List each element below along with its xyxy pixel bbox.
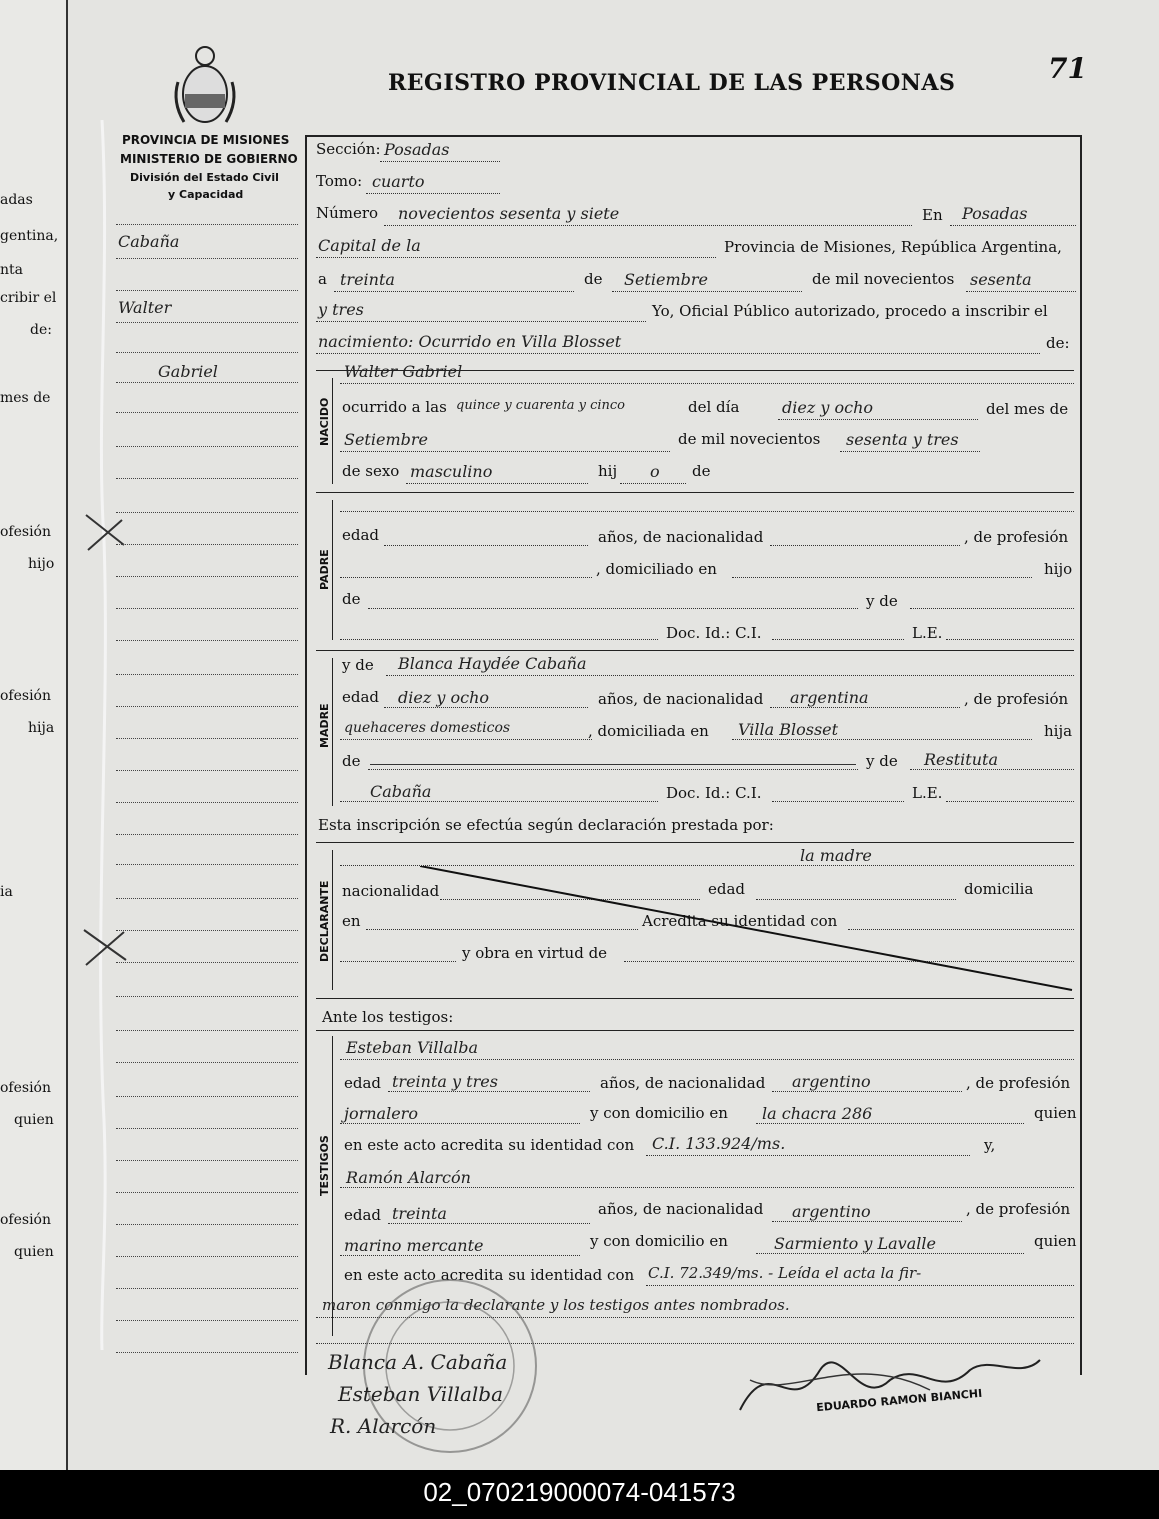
left-fragment: ofesión xyxy=(0,524,52,540)
ministry-label: MINISTERIO DE GOBIERNO xyxy=(120,152,298,166)
t1-prof-label: , de profesión xyxy=(966,1074,1071,1092)
madre-apellido: Cabaña xyxy=(370,782,432,801)
margin-line xyxy=(116,478,298,479)
left-fragment: de: xyxy=(30,322,52,338)
margin-line xyxy=(116,412,298,413)
padre-edad-label: edad xyxy=(342,526,380,544)
madre-de-label: de xyxy=(342,752,361,770)
margin-line xyxy=(116,1128,298,1129)
t2-domicilio: Sarmiento y Lavalle xyxy=(774,1234,936,1253)
seccion-label: Sección: xyxy=(316,140,381,158)
margin-name-1: Walter xyxy=(118,298,172,317)
madre-y-de-label: y de xyxy=(342,656,374,674)
padre-prof-label: , de profesión xyxy=(964,528,1069,546)
column-divider xyxy=(305,135,307,1375)
left-fragment: cribir el xyxy=(0,290,57,306)
t1-dom-label: y con domicilio en xyxy=(590,1104,728,1122)
madre-le-label: L.E. xyxy=(912,784,943,802)
margin-line xyxy=(116,898,298,899)
margin-line xyxy=(116,864,298,865)
margin-line xyxy=(116,576,298,577)
top-border xyxy=(305,135,1080,137)
decl-edad-label: edad xyxy=(708,880,746,898)
madre-nac-label: años, de nacionalidad xyxy=(598,690,764,708)
de-colon-label: de: xyxy=(1046,334,1070,352)
padre-y-de-label: y de xyxy=(866,592,898,610)
left-fragment: ia xyxy=(0,884,13,900)
t1-nac-label: años, de nacionalidad xyxy=(600,1074,766,1092)
signature-madre: Blanca A. Cabaña xyxy=(328,1350,508,1374)
margin-line xyxy=(116,446,298,447)
nacido-anio-label: de mil novecientos xyxy=(678,430,821,448)
t1-nombre: Esteban Villalba xyxy=(346,1038,479,1057)
margin-surname: Cabaña xyxy=(118,232,180,251)
madre-y-de-label-2: y de xyxy=(866,752,898,770)
margin-line xyxy=(116,512,298,513)
padre-hijo-label: hijo xyxy=(1044,560,1073,578)
decl-nac-label: nacionalidad xyxy=(342,882,440,900)
nacido-anio: sesenta y tres xyxy=(846,430,959,449)
anio-value-1: sesenta xyxy=(970,270,1032,289)
t2-quien-label: quien xyxy=(1034,1232,1077,1250)
left-fragment: mes de xyxy=(0,390,51,406)
testigos-section-label: TESTIGOS xyxy=(318,1135,331,1196)
margin-line xyxy=(116,290,298,291)
cancel-strike-line xyxy=(420,866,1076,992)
dia-value: treinta xyxy=(340,270,395,289)
margin-line xyxy=(116,834,298,835)
t1-domicilio: la chacra 286 xyxy=(762,1104,873,1123)
ocurrido-label: ocurrido a las xyxy=(342,398,447,416)
provincia-text: Provincia de Misiones, República Argentina, xyxy=(724,238,1062,256)
margin-line xyxy=(116,738,298,739)
t2-doc: C.I. 72.349/ms. - Leída el acta la fir- xyxy=(648,1264,922,1282)
page-title: REGISTRO PROVINCIAL DE LAS PERSONAS xyxy=(388,70,956,96)
margin-line xyxy=(116,1192,298,1193)
en-label: En xyxy=(922,206,943,224)
t1-acredita-label: en este acto acredita su identidad con xyxy=(344,1136,635,1154)
t1-y-label: y, xyxy=(984,1136,996,1154)
decl-dom-label: domicilia xyxy=(964,880,1034,898)
t1-nacionalidad: argentino xyxy=(792,1072,871,1091)
nacido-de-label: de xyxy=(692,462,711,480)
margin-line xyxy=(116,608,298,609)
madre-nacionalidad: argentina xyxy=(790,688,869,707)
madre-prof-label: , de profesión xyxy=(964,690,1069,708)
margin-line xyxy=(116,1030,298,1031)
province-label: PROVINCIA DE MISIONES xyxy=(122,133,290,147)
testigos-intro: Ante los testigos: xyxy=(322,1008,454,1026)
margin-line xyxy=(116,1062,298,1063)
margin-line xyxy=(116,544,298,545)
t2-edad: treinta xyxy=(392,1204,447,1223)
left-fragment: ofesión xyxy=(0,688,52,704)
t1-edad-label: edad xyxy=(344,1074,382,1092)
margin-line xyxy=(116,706,298,707)
del-mes-label: del mes de xyxy=(986,400,1069,418)
padre-le-label: L.E. xyxy=(912,624,943,642)
numero-value: novecientos sesenta y siete xyxy=(398,204,620,223)
oficial-text: Yo, Oficial Público autorizado, procedo a inscribir el xyxy=(652,302,1048,320)
padre-dom-label: , domiciliado en xyxy=(596,560,717,578)
de-label: de xyxy=(584,270,603,288)
margin-line xyxy=(116,1288,298,1289)
anio-label: de mil novecientos xyxy=(812,270,955,288)
margin-line xyxy=(116,322,298,323)
tomo-label: Tomo: xyxy=(316,172,363,190)
nacido-sexo: masculino xyxy=(410,462,493,481)
margin-line xyxy=(116,996,298,997)
t2-prof-label: , de profesión xyxy=(966,1200,1071,1218)
margin-line xyxy=(116,352,298,353)
official-stamp: EDUARDO RAMON BIANCHI xyxy=(815,1386,983,1415)
margin-line xyxy=(116,1256,298,1257)
margin-line xyxy=(116,1320,298,1321)
division-label: División del Estado Civil xyxy=(130,171,279,184)
capital-text: Capital de la xyxy=(318,236,421,255)
signature-testigo-2: R. Alarcón xyxy=(330,1414,437,1438)
decl-en-label: en xyxy=(342,912,361,930)
t2-nombre: Ramón Alarcón xyxy=(346,1168,471,1187)
tomo-value: cuarto xyxy=(372,172,425,191)
right-border xyxy=(1080,135,1082,1375)
t2-profesion: marino mercante xyxy=(344,1236,484,1255)
hij-suffix: o xyxy=(650,462,660,481)
madre-profesion: quehaceres domesticos xyxy=(344,720,511,736)
acto-value: nacimiento: Ocurrido en Villa Blosset xyxy=(318,332,622,351)
nacido-nombre: Walter Gabriel xyxy=(344,362,463,381)
margin-line xyxy=(116,770,298,771)
nacido-section-label: NACIDO xyxy=(318,397,331,446)
t1-profesion: jornalero xyxy=(344,1104,418,1123)
official-signature-icon xyxy=(730,1340,1050,1430)
margin-line xyxy=(116,258,298,259)
closing-text: maron conmigo la declarante y los testigos antes nombrados. xyxy=(322,1296,790,1314)
t2-nac-label: años, de nacionalidad xyxy=(598,1200,764,1218)
left-fragment: adas xyxy=(0,192,33,208)
madre-madre-de: Restituta xyxy=(924,750,998,769)
margin-line xyxy=(116,962,298,963)
padre-section-label: PADRE xyxy=(318,549,331,590)
t1-edad: treinta y tres xyxy=(392,1072,498,1091)
margin-line xyxy=(116,802,298,803)
en-value: Posadas xyxy=(962,204,1028,223)
padre-de-label: de xyxy=(342,590,361,608)
nacido-mes: Setiembre xyxy=(344,430,428,449)
declarante-value: la madre xyxy=(800,846,872,865)
anio-value-2: y tres xyxy=(318,300,364,319)
margin-line xyxy=(116,1160,298,1161)
madre-doc-label: Doc. Id.: C.I. xyxy=(666,784,762,802)
argentine-coat-of-arms-icon xyxy=(170,42,240,128)
declarante-intro: Esta inscripción se efectúa según declaración prestada por: xyxy=(318,816,774,834)
left-adjoining-page xyxy=(0,0,68,1470)
margin-line xyxy=(116,930,298,931)
mes-value: Setiembre xyxy=(624,270,708,289)
signature-testigo-1: Esteban Villalba xyxy=(338,1382,504,1406)
madre-hija-label: hija xyxy=(1044,722,1073,740)
nacido-dia: diez y ocho xyxy=(782,398,873,417)
margin-line xyxy=(116,1224,298,1225)
del-dia-label: del día xyxy=(688,398,740,416)
left-fragment: ofesión xyxy=(0,1212,52,1228)
division-label-2: y Capacidad xyxy=(168,188,244,201)
left-fragment: gentina, xyxy=(0,228,59,244)
t1-doc: C.I. 133.924/ms. xyxy=(652,1134,786,1153)
declarante-section-label: DECLARANTE xyxy=(318,880,331,962)
seccion-value: Posadas xyxy=(384,140,450,159)
madre-edad-label: edad xyxy=(342,688,380,706)
left-fragment: quien xyxy=(14,1244,54,1260)
margin-line xyxy=(116,674,298,675)
madre-edad: diez y ocho xyxy=(398,688,489,707)
padre-nac-label: años, de nacionalidad xyxy=(598,528,764,546)
left-fragment: nta xyxy=(0,262,23,278)
madre-dom-label: , domiciliada en xyxy=(588,722,709,740)
page-number: 71 xyxy=(1048,52,1087,85)
madre-section-label: MADRE xyxy=(318,703,331,748)
t1-quien-label: quien xyxy=(1034,1104,1077,1122)
margin-line xyxy=(116,640,298,641)
padre-doc-label: Doc. Id.: C.I. xyxy=(666,624,762,642)
margin-line xyxy=(116,382,298,383)
left-fragment: ofesión xyxy=(0,1080,52,1096)
t2-edad-label: edad xyxy=(344,1206,382,1224)
t2-dom-label: y con domicilio en xyxy=(590,1232,728,1250)
t2-nacionalidad: argentino xyxy=(792,1202,871,1221)
margin-line xyxy=(116,1352,298,1353)
margin-line xyxy=(116,224,298,225)
margin-name-2: Gabriel xyxy=(158,362,218,381)
sexo-label: de sexo xyxy=(342,462,400,480)
a-label: a xyxy=(318,270,327,288)
left-fragment: hijo xyxy=(28,556,55,572)
document-id-footer: 02_070219000074-041573 xyxy=(0,1470,1159,1519)
nacido-hora: quince y cuarenta y cinco xyxy=(456,398,625,413)
t2-acredita-label: en este acto acredita su identidad con xyxy=(344,1266,635,1284)
margin-line xyxy=(116,1096,298,1097)
decl-acredita-label: Acredita su identidad con xyxy=(642,912,838,930)
madre-nombre: Blanca Haydée Cabaña xyxy=(398,654,587,673)
madre-domicilio: Villa Blosset xyxy=(738,720,839,739)
left-fragment: quien xyxy=(14,1112,54,1128)
hij-label: hij xyxy=(598,462,618,480)
numero-label: Número xyxy=(316,204,379,222)
decl-obra-label: y obra en virtud de xyxy=(462,944,608,962)
left-fragment: hija xyxy=(28,720,55,736)
